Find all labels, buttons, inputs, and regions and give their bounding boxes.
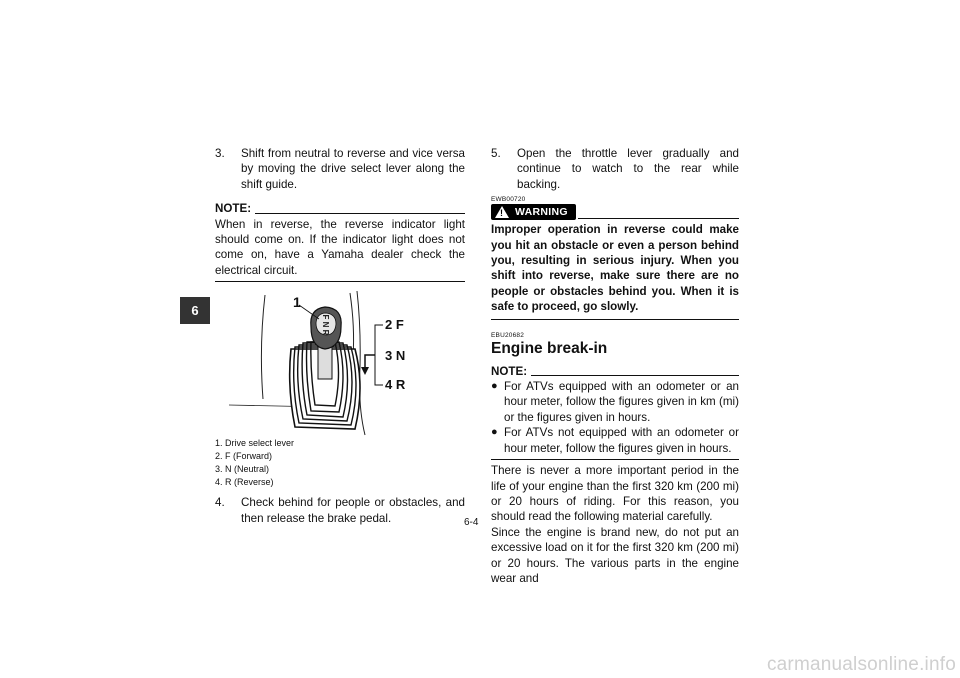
step-5 [491, 146, 739, 192]
step-5-number: 5. [491, 147, 501, 160]
bullet-text-2: For ATVs not equipped with an odometer or hour meter, follow the figures given in hours. [504, 426, 739, 455]
note-end-rule [215, 281, 465, 282]
label-4-r: 4 R [385, 377, 406, 393]
step-4-number: 4. [215, 496, 225, 510]
paragraph-2: Since the engine is brand new, do not put an excessive load on it for the first 320 km (200 mi) or 20 hours. The various parts in the engine wear and [491, 525, 739, 585]
warning-badge [491, 204, 576, 220]
warning-header [491, 204, 739, 220]
warning-code: EWB00720 [491, 196, 526, 204]
bullet-dot-icon: ● [491, 426, 498, 439]
note-rule-right [531, 375, 739, 376]
note-rule [255, 213, 465, 214]
bullet-item-2 [491, 425, 739, 456]
svg-text:F N R: F N R [321, 314, 330, 336]
warning-label: WARNING [515, 205, 568, 218]
caption-3: 3. N (Neutral) [215, 464, 270, 475]
note-header-right [491, 364, 739, 379]
lever-illustration [215, 287, 465, 437]
warning-text: Improper operation in reverse could make you hit an obstacle or even a person behind you, resulting in serious injury. When you shift into reverse, make sure there are no people or obstacles behind you. When it is safe to proceed, go slowly. [491, 223, 739, 314]
caption-4: 4. R (Reverse) [215, 477, 274, 488]
warning-rule [578, 218, 739, 219]
note-label-right: NOTE: [491, 364, 528, 378]
right-column [491, 146, 739, 586]
note-header [215, 201, 465, 216]
watermark: carmanualsonline.info [766, 654, 956, 675]
section-title: Engine break-in [491, 339, 608, 357]
note-end-rule-right [491, 459, 739, 460]
bullet-item-1 [491, 379, 739, 425]
caption-1: 1. Drive select lever [215, 438, 295, 449]
bullet-dot-icon: ● [491, 380, 498, 393]
step-3 [215, 146, 465, 192]
left-column [215, 146, 465, 526]
drive-select-lever-figure [215, 287, 465, 437]
step-4 [215, 495, 465, 526]
label-3-n: 3 N [385, 348, 406, 364]
section-code: EBU20682 [491, 331, 525, 339]
warning-end-rule [491, 319, 739, 320]
paragraph-1: There is never a more important period in the life of your engine than the first 320 km (200 mi) or 20 hours of riding. For this reason, you should read the following material carefully. [491, 464, 739, 524]
step-5-text: Open the throttle lever gradually and continue to watch to the rear while backing. [517, 147, 739, 191]
step-3-number: 3. [215, 147, 225, 160]
chapter-tab: 6 [180, 297, 210, 324]
label-2-f: 2 F [385, 317, 404, 333]
note-text: When in reverse, the reverse indicator light should come on. If the indicator light does not come on, have a Yamaha dealer check the electrical circuit. [215, 217, 465, 277]
note-label: NOTE: [215, 202, 252, 216]
page-number: 6-4 [464, 517, 479, 528]
figure-captions [215, 437, 465, 489]
step-4-text: Check behind for people or obstacles, and then release the brake pedal. [241, 496, 465, 525]
warning-triangle-icon: ! [495, 206, 509, 218]
step-3-text: Shift from neutral to reverse and vice versa by moving the drive select lever along the shift guide. [241, 147, 465, 191]
callout-1: 1 [293, 294, 301, 311]
bullet-text-1: For ATVs equipped with an odometer or an hour meter, follow the figures given in km (mi) or the figures given in hours. [504, 380, 739, 424]
caption-2: 2. F (Forward) [215, 451, 273, 462]
